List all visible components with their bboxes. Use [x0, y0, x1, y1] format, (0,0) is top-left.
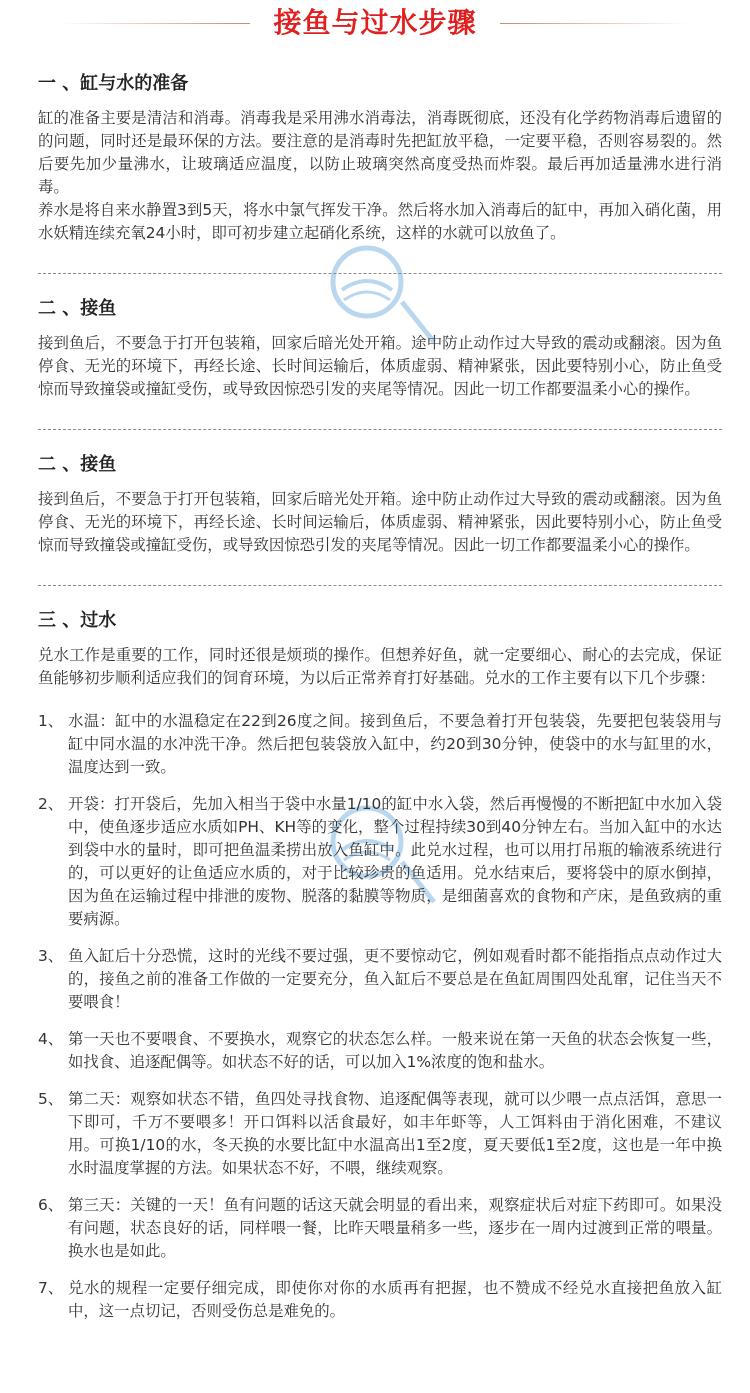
- step-number: 5、: [38, 1090, 64, 1108]
- section-paragraph: 缸的准备主要是清洁和消毒。消毒我是采用沸水消毒法，消毒既彻底，还没有化学药物消毒后遗留的的问题，同时还是最环保的方法。要注意的是消毒时先把缸放平稳，一定要平稳，否则容易裂的。然后要先加少量沸水，让玻璃适应温度，以防止玻璃突然高度受热而炸裂。最后再加适量沸水进行消毒。: [38, 109, 722, 196]
- dashed-divider: [38, 585, 722, 586]
- section-receive-fish: [38, 296, 722, 401]
- step-number: 6、: [38, 1196, 64, 1214]
- page-title: 接鱼与过水步骤: [273, 6, 477, 39]
- section-paragraph: 接到鱼后，不要急于打开包装箱，回家后暗光处开箱。途中防止动作过大导致的震动或翻滚。因为鱼停食、无光的环境下，再经长途、长时间运输后，体质虚弱、精神紧张，因此要特别小心，防止鱼受惊而导致撞袋或撞缸受伤，或导致因惊恐引发的夹尾等情况。因此一切工作都要温柔小心的操作。: [38, 490, 722, 554]
- section-paragraph: 接到鱼后，不要急于打开包装箱，回家后暗光处开箱。途中防止动作过大导致的震动或翻滚。因为鱼停食、无光的环境下，再经长途、长时间运输后，体质虚弱、精神紧张，因此要特别小心，防止鱼受惊而导致撞袋或撞缸受伤，或导致因惊恐引发的夹尾等情况。因此一切工作都要温柔小心的操作。: [38, 334, 722, 398]
- step-number: 3、: [38, 947, 64, 965]
- section-heading: 一 、缸与水的准备: [38, 73, 189, 94]
- dashed-divider: [38, 429, 722, 430]
- page-header: [0, 0, 750, 48]
- section-heading: 二 、接鱼: [38, 454, 117, 475]
- step-number: 1、: [38, 712, 64, 730]
- list-item: [38, 1277, 722, 1323]
- section-heading: 三 、过水: [38, 610, 117, 631]
- list-item: [38, 710, 722, 779]
- list-item: [38, 793, 722, 931]
- section-paragraph: 兑水工作是重要的工作，同时还很是烦琐的操作。但想养好鱼，就一定要细心、耐心的去完成，保证鱼能够初步顺利适应我们的饲育环境，为以后正常养育打好基础。兑水的工作主要有以下几个步骤：: [38, 646, 722, 687]
- list-item: [38, 1194, 722, 1263]
- list-item: [38, 1088, 722, 1180]
- section-paragraph: 养水是将自来水静置3到5天，将水中氯气挥发干净。然后将水加入消毒后的缸中，再加入硝化菌，用水妖精连续充氧24小时，即可初步建立起硝化系统，这样的水就可以放鱼了。: [38, 201, 722, 242]
- step-number: 7、: [38, 1279, 64, 1297]
- step-number: 4、: [38, 1030, 64, 1048]
- article-body: [38, 71, 722, 1337]
- step-text: 开袋：打开袋后，先加入相当于袋中水量1/10的缸中水入袋，然后再慢慢的不断把缸中水加入袋中，使鱼逐步适应水质如PH、KH等的变化，整个过程持续30到40分钟左右。当加入缸中的水达到袋中水的量时，即可把鱼温柔捞出放入鱼缸中。此兑水过程，也可以用打吊瓶的输液系统进行的，可以更好的让鱼适应水质的，对于比较珍贵的鱼适用。兑水结束后，要将袋中的原水倒掉，因为鱼在运输过程中排泄的废物、脱落的黏膜等物质，是细菌喜欢的食物和产床，是鱼致病的重要病源。: [68, 795, 722, 928]
- step-text: 水温：缸中的水温稳定在22到26度之间。接到鱼后，不要急着打开包装袋，先要把包装袋用与缸中同水温的水冲洗干净。然后把包装袋放入缸中，约20到30分钟，使袋中的水与缸里的水，温度达到一致。: [68, 712, 722, 776]
- list-item: [38, 1028, 722, 1074]
- step-text: 第三天：关键的一天！鱼有问题的话这天就会明显的看出来，观察症状后对症下药即可。如果没有问题，状态良好的话，同样喂一餐，比昨天喂量稍多一些，逐步在一周内过渡到正常的喂量。换水也是如此。: [68, 1196, 722, 1260]
- step-text: 鱼入缸后十分恐慌，这时的光线不要过强，更不要惊动它，例如观看时都不能指指点点动作过大的，接鱼之前的准备工作做的一定要充分，鱼入缸后不要总是在鱼缸周围四处乱窜，记住当天不要喂食！: [68, 947, 722, 1011]
- step-number: 2、: [38, 795, 64, 813]
- list-item: [38, 945, 722, 1014]
- step-text: 兑水的规程一定要仔细完成，即使你对你的水质再有把握，也不赞成不经兑水直接把鱼放入缸中，这一点切记，否则受伤总是难免的。: [68, 1279, 722, 1320]
- steps-list: [38, 710, 722, 1323]
- section-heading: 二 、接鱼: [38, 298, 117, 319]
- section-tank-water: [38, 71, 722, 245]
- section-acclimation: [38, 608, 722, 1323]
- header-rule-right: [500, 23, 690, 24]
- dashed-divider: [38, 273, 722, 274]
- step-text: 第二天：观察如状态不错，鱼四处寻找食物、追逐配偶等表现，就可以少喂一点点活饵，意思一下即可，千万不要喂多！开口饵料以活食最好，如丰年虾等，人工饵料由于消化困难，不建议用。可换1/10的水，冬天换的水要比缸中水温高出1至2度，夏天要低1至2度，这也是一年中换水时温度掌握的方法。如果状态不好，不喂，继续观察。: [68, 1090, 722, 1177]
- step-text: 第一天也不要喂食、不要换水，观察它的状态怎么样。一般来说在第一天鱼的状态会恢复一些，如找食、追逐配偶等。如状态不好的话，可以加入1%浓度的饱和盐水。: [68, 1030, 722, 1071]
- section-receive-fish-repeat: [38, 452, 722, 557]
